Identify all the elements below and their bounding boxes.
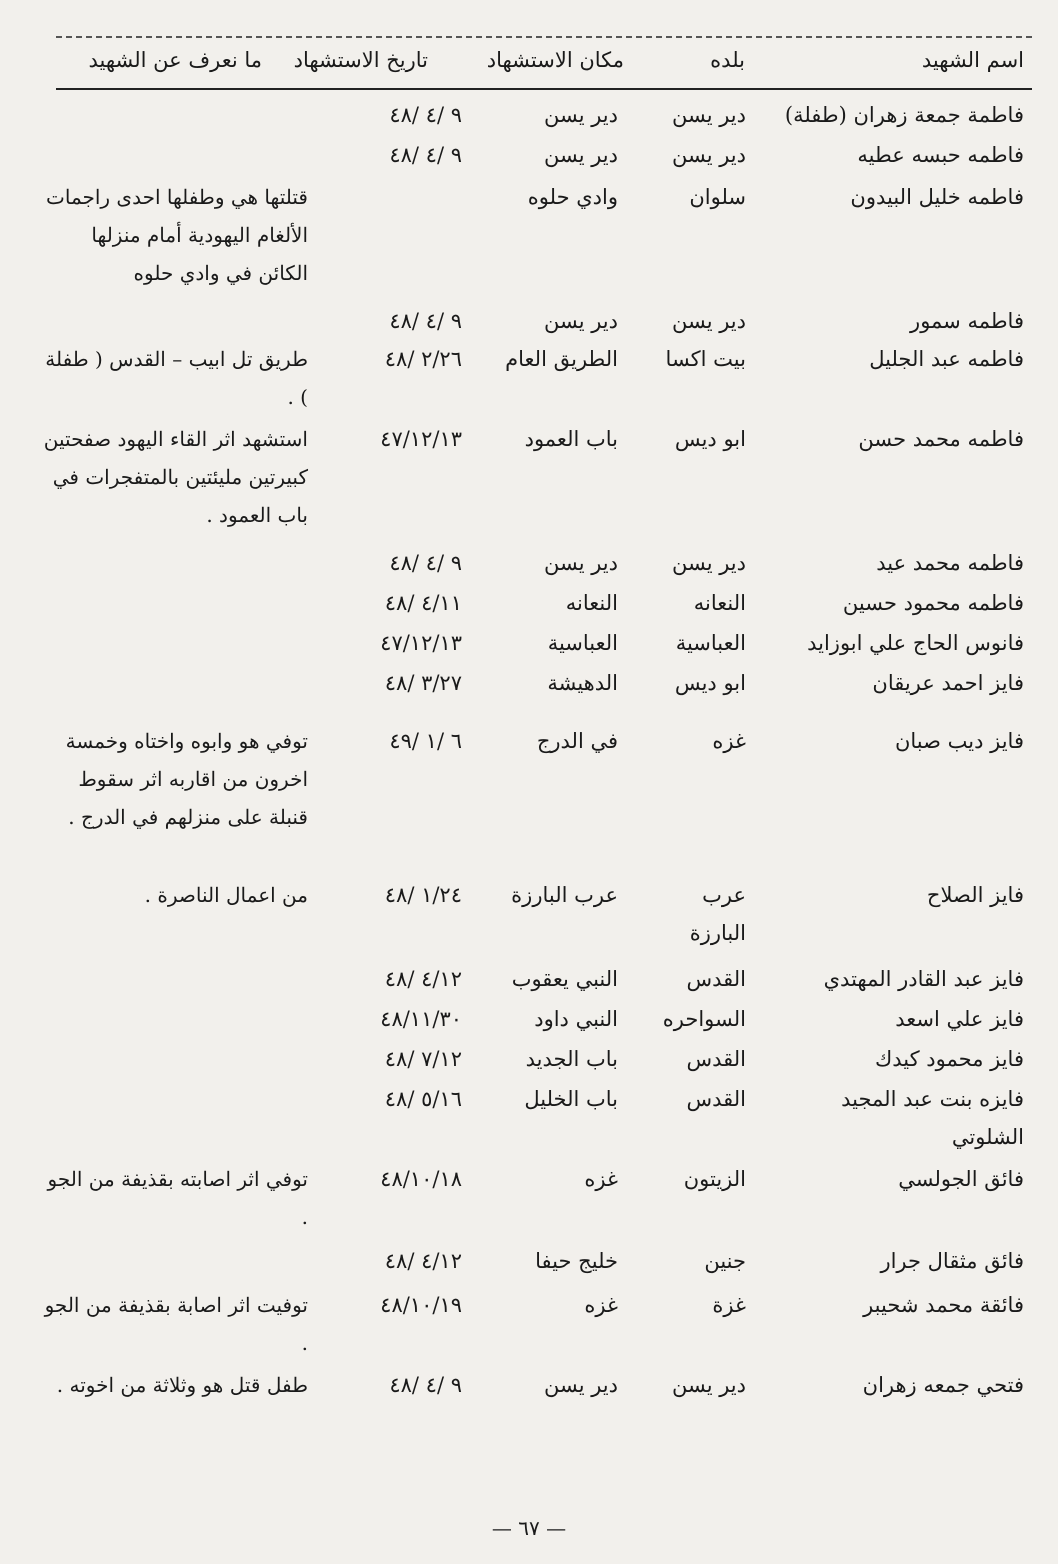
row-town: دير يسن: [671, 309, 746, 333]
row-place: النبي يعقوب: [511, 967, 618, 991]
header-name: اسم الشهيد: [921, 48, 1024, 72]
row-name: فائق الجولسي: [898, 1167, 1024, 1191]
row-town: القدس: [686, 967, 746, 991]
row-town: الزيتون: [683, 1167, 746, 1191]
row-date: ٩ /٤ /٤٨: [389, 143, 462, 167]
row-name: فايزه بنت عبد المجيد الشلوتي: [841, 1087, 1024, 1149]
row-town: ابو ديس: [674, 671, 746, 695]
row-name: فاطمه محمد حسن: [858, 427, 1024, 451]
row-town: بيت اكسا: [665, 347, 746, 371]
row-place: دير يسن: [543, 1373, 618, 1397]
row-place: العباسية: [547, 631, 618, 655]
row-name: فايز الصلاح: [926, 883, 1024, 907]
row-place: الدهيشة: [547, 671, 618, 695]
row-name: فائقة محمد شحيبر: [863, 1293, 1024, 1317]
row-date: ٤/١١ /٤٨: [384, 591, 462, 615]
row-date: ٤/١٢ /٤٨: [384, 1249, 462, 1273]
row-name: فايز علي اسعد: [895, 1007, 1024, 1031]
row-name: فاطمة جمعة زهران (طفلة): [784, 103, 1024, 127]
row-town: النعانه: [693, 591, 746, 615]
row-date: ٤٨/١٠/١٨: [380, 1167, 462, 1191]
row-name: فايز عبد القادر المهتدي: [823, 967, 1024, 991]
header-date: تاريخ الاستشهاد: [293, 48, 428, 72]
row-town: عرب البارزة: [689, 883, 746, 945]
row-town: غزه: [712, 729, 746, 753]
row-date: ٤/١٢ /٤٨: [384, 967, 462, 991]
row-town: العباسية: [675, 631, 746, 655]
row-place: في الدرج: [536, 729, 618, 753]
row-name: فاطمه خليل البيدون: [850, 185, 1024, 209]
row-place: غزه: [584, 1167, 618, 1191]
row-place: دير يسن: [543, 103, 618, 127]
row-place: عرب البارزة: [511, 883, 618, 907]
row-name: فاطمه سمور: [910, 309, 1024, 333]
row-place: دير يسن: [543, 143, 618, 167]
row-town: السواحره: [662, 1007, 746, 1031]
row-place: دير يسن: [543, 551, 618, 575]
row-date: ٩ /٤ /٤٨: [389, 551, 462, 575]
row-place: باب العمود: [524, 427, 618, 451]
row-town: دير يسن: [671, 1373, 746, 1397]
row-date: ٩ /٤ /٤٨: [389, 309, 462, 333]
row-town: دير يسن: [671, 551, 746, 575]
row-place: وادي حلوه: [527, 185, 618, 209]
row-name: فتحي جمعه زهران: [862, 1373, 1024, 1397]
row-note: استشهد اثر القاء اليهود صفحتين كبيرتين مليئتين بالمتفجرات في باب العمود .: [43, 427, 308, 527]
row-date: ٧/١٢ /٤٨: [384, 1047, 462, 1071]
page-footer: [0, 1516, 1058, 1564]
row-note: توفيت اثر اصابة بقذيفة من الجو .: [44, 1293, 308, 1355]
page-number: — ٦٧ —: [491, 1516, 567, 1540]
row-name: فايز احمد عريقان: [872, 671, 1024, 695]
row-place: باب الخليل: [524, 1087, 618, 1111]
row-place: غزه: [584, 1293, 618, 1317]
row-name: فاطمه محمود حسين: [842, 591, 1024, 615]
row-name: فانوس الحاج علي ابوزايد: [807, 631, 1024, 655]
row-name: فايز محمود كيدك: [874, 1047, 1024, 1071]
row-date: ٤٧/١٢/١٣: [380, 427, 462, 451]
row-town: القدس: [686, 1047, 746, 1071]
header-place: مكان الاستشهاد: [486, 48, 624, 72]
row-note: قتلتها هي وطفلها احدى راجمات الألغام اليهودية أمام منزلها الكائن في وادي حلوه: [46, 185, 308, 285]
row-place: باب الجديد: [525, 1047, 618, 1071]
row-date: ٣/٢٧ /٤٨: [384, 671, 462, 695]
row-note: من اعمال الناصرة .: [144, 883, 308, 907]
row-date: ٤٨/١٠/١٩: [380, 1293, 462, 1317]
row-date: ١/٢٤ /٤٨: [384, 883, 462, 907]
header-rule: [56, 88, 1032, 90]
row-town: جنين: [704, 1249, 746, 1273]
header-town: بلده: [710, 48, 745, 72]
row-place: دير يسن: [543, 309, 618, 333]
table-header: [40, 40, 1032, 86]
row-place: النبي داود: [534, 1007, 618, 1031]
row-place: النعانه: [565, 591, 618, 615]
row-note: طفل قتل هو وثلاثة من اخوته .: [56, 1373, 308, 1397]
row-name: فائق مثقال جرار: [880, 1249, 1024, 1273]
row-note: توفي اثر اصابته بقذيفة من الجو .: [47, 1167, 308, 1229]
top-dashed-rule: [56, 36, 1032, 38]
row-date: ٢/٢٦ /٤٨: [384, 347, 462, 371]
row-place: الطريق العام: [505, 347, 618, 371]
row-name: فايز ديب صبان: [894, 729, 1024, 753]
row-name: فاطمه حبسه عطيه: [857, 143, 1024, 167]
row-town: سلوان: [689, 185, 746, 209]
row-note: توفي هو وابوه واختاه وخمسة اخرون من اقاربه اثر سقوط قنبلة على منزلهم في الدرج .: [65, 729, 308, 829]
row-town: القدس: [686, 1087, 746, 1111]
row-date: ٦ /١ /٤٩: [389, 729, 462, 753]
row-date: ٩ /٤ /٤٨: [389, 1373, 462, 1397]
row-date: ٩ /٤ /٤٨: [389, 103, 462, 127]
header-notes: ما نعرف عن الشهيد: [88, 48, 262, 72]
row-date: ٥/١٦ /٤٨: [384, 1087, 462, 1111]
row-town: دير يسن: [671, 143, 746, 167]
row-date: ٤٨/١١/٣٠: [380, 1007, 462, 1031]
row-town: غزة: [712, 1293, 746, 1317]
row-note: طريق تل ابيب – القدس ( طفلة ) .: [45, 347, 308, 409]
row-name: فاطمه عبد الجليل: [869, 347, 1024, 371]
row-date: ٤٧/١٢/١٣: [380, 631, 462, 655]
row-town: ابو ديس: [674, 427, 746, 451]
row-place: خليج حيفا: [535, 1249, 618, 1273]
row-town: دير يسن: [671, 103, 746, 127]
row-name: فاطمه محمد عيد: [876, 551, 1024, 575]
